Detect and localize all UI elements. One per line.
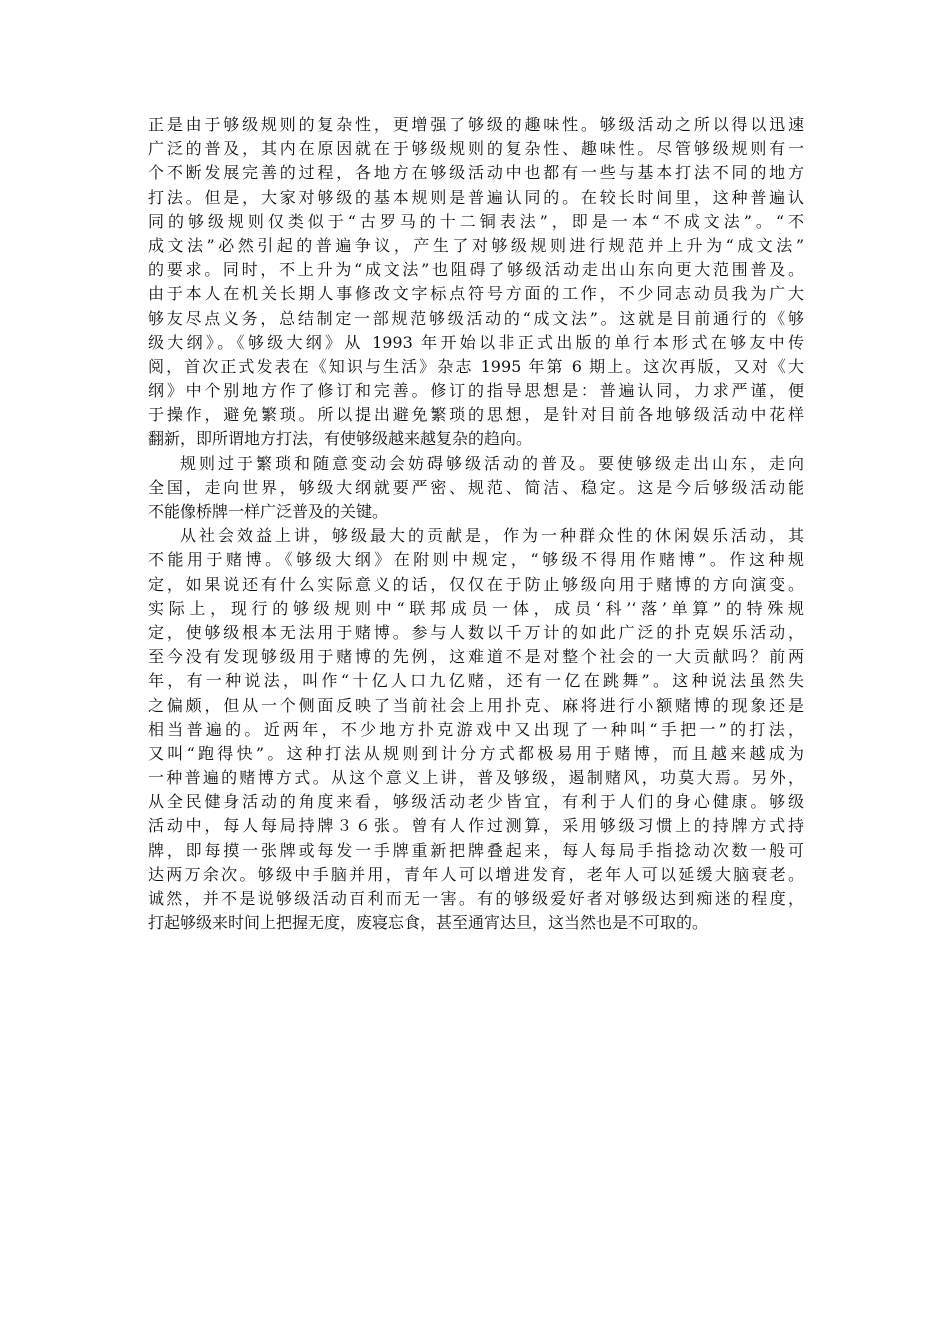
document-body xyxy=(148,113,804,935)
text-line: 之偏颇，但从一个侧面反映了当前社会上用扑克、麻将进行小额赌博的现象还是 xyxy=(148,695,804,715)
text-line: 活动中，每人每局持牌３６张。曾有人作过测算，采用够级习惯上的持牌方式持 xyxy=(148,816,804,836)
text-line: 正是由于够级规则的复杂性，更增强了够级的趣味性。够级活动之所以得以迅速 xyxy=(148,115,804,134)
text-line: 不能用于赌博。《够级大纲》在附则中规定，“够级不得用作赌博”。作这种规 xyxy=(148,550,804,570)
paragraph xyxy=(148,452,804,525)
text-line: 打法。但是，大家对够级的基本规则是普遍认同的。在较长时间里，这种普遍认 xyxy=(148,187,804,207)
text-line: 一种普遍的赌博方式。从这个意义上讲，普及够级，遏制赌风，功莫大焉。另外， xyxy=(148,768,804,788)
text-line: 由于本人在机关长期人事修改文字标点符号方面的工作，不少同志动员我为广大 xyxy=(148,284,804,304)
text-line: 年，有一种说法，叫作“十亿人口九亿赌，还有一亿在跳舞”。这种说法虽然失 xyxy=(148,671,804,691)
text-line: 成文法”必然引起的普遍争议，产生了对够级规则进行规范并上升为“成文法” xyxy=(148,235,804,255)
text-line: 实际上，现行的够级规则中“联邦成员一体，成员‘科’‘落’单算”的特殊规 xyxy=(148,598,804,618)
text-line: 于操作，避免繁琐。所以提出避免繁琐的思想，是针对目前各地够级活动中花样 xyxy=(148,405,804,425)
text-line: 规则过于繁琐和随意变动会妨碍够级活动的普及。要使够级走出山东，走向 xyxy=(180,453,804,473)
text-line: 从社会效益上讲，够级最大的贡献是，作为一种群众性的休闲娱乐活动，其 xyxy=(180,526,804,546)
text-line: 同的够级规则仅类似于“古罗马的十二铜表法”，即是一本“不成文法”。“不 xyxy=(148,211,804,231)
text-line: 又叫“跑得快”。这种打法从规则到计分方式都极易用于赌博，而且越来越成为 xyxy=(148,743,804,763)
text-line: 定，如果说还有什么实际意义的话，仅仅在于防止够级向用于赌博的方向演变。 xyxy=(148,574,804,594)
text-line: 广泛的普及，其内在原因就在于够级规则的复杂性、趣味性。尽管够级规则有一 xyxy=(148,139,804,159)
text-line: 阅，首次正式发表在《知识与生活》杂志 1995 年第 6 期上。这次再版，又对《大 xyxy=(148,356,804,376)
text-line: 的要求。同时，不上升为“成文法”也阻碍了够级活动走出山东向更大范围普及。 xyxy=(148,260,804,280)
text-line: 级大纲》。《够级大纲》从 1993 年开始以非正式出版的单行本形式在够友中传 xyxy=(148,332,804,352)
text-line: 全国，走向世界，够级大纲就要严密、规范、简洁、稳定。这是今后够级活动能 xyxy=(148,477,804,497)
text-line: 个不断发展完善的过程，各地方在够级活动中也都有一些与基本打法不同的地方 xyxy=(148,163,804,183)
text-line: 够友尽点义务，总结制定一部规范够级活动的“成文法”。这就是目前通行的《够 xyxy=(148,308,804,328)
text-line: 翻新，即所谓地方打法，有使够级越来越复杂的趋向。 xyxy=(148,429,533,449)
text-line: 从全民健身活动的角度来看，够级活动老少皆宜，有利于人们的身心健康。够级 xyxy=(148,792,804,812)
text-line: 定，使够级根本无法用于赌博。参与人数以千万计的如此广泛的扑克娱乐活动， xyxy=(148,622,804,642)
paragraph xyxy=(148,113,804,452)
paragraph xyxy=(148,524,804,935)
text-line: 打起够级来时间上把握无度，废寝忘食，甚至通宵达旦，这当然也是不可取的。 xyxy=(148,913,709,933)
text-line: 至今没有发现够级用于赌博的先例，这难道不是对整个社会的一大贡献吗？前两 xyxy=(148,647,804,667)
text-line: 不能像桥牌一样广泛普及的关键。 xyxy=(148,502,389,521)
text-line: 诚然，并不是说够级活动百利而无一害。有的够级爱好者对够级达到痴迷的程度， xyxy=(148,889,804,908)
text-line: 牌，即每摸一张牌或每发一手牌重新把牌叠起来，每人每局手指捻动次数一般可 xyxy=(148,840,804,860)
text-line: 相当普遍的。近两年，不少地方扑克游戏中又出现了一种叫“手把一”的打法， xyxy=(148,719,804,739)
text-line: 达两万余次。够级中手脑并用，青年人可以增进发育，老年人可以延缓大脑衰老。 xyxy=(148,864,804,884)
text-line: 纲》中个别地方作了修订和完善。修订的指导思想是：普遍认同，力求严谨，便 xyxy=(148,381,804,401)
